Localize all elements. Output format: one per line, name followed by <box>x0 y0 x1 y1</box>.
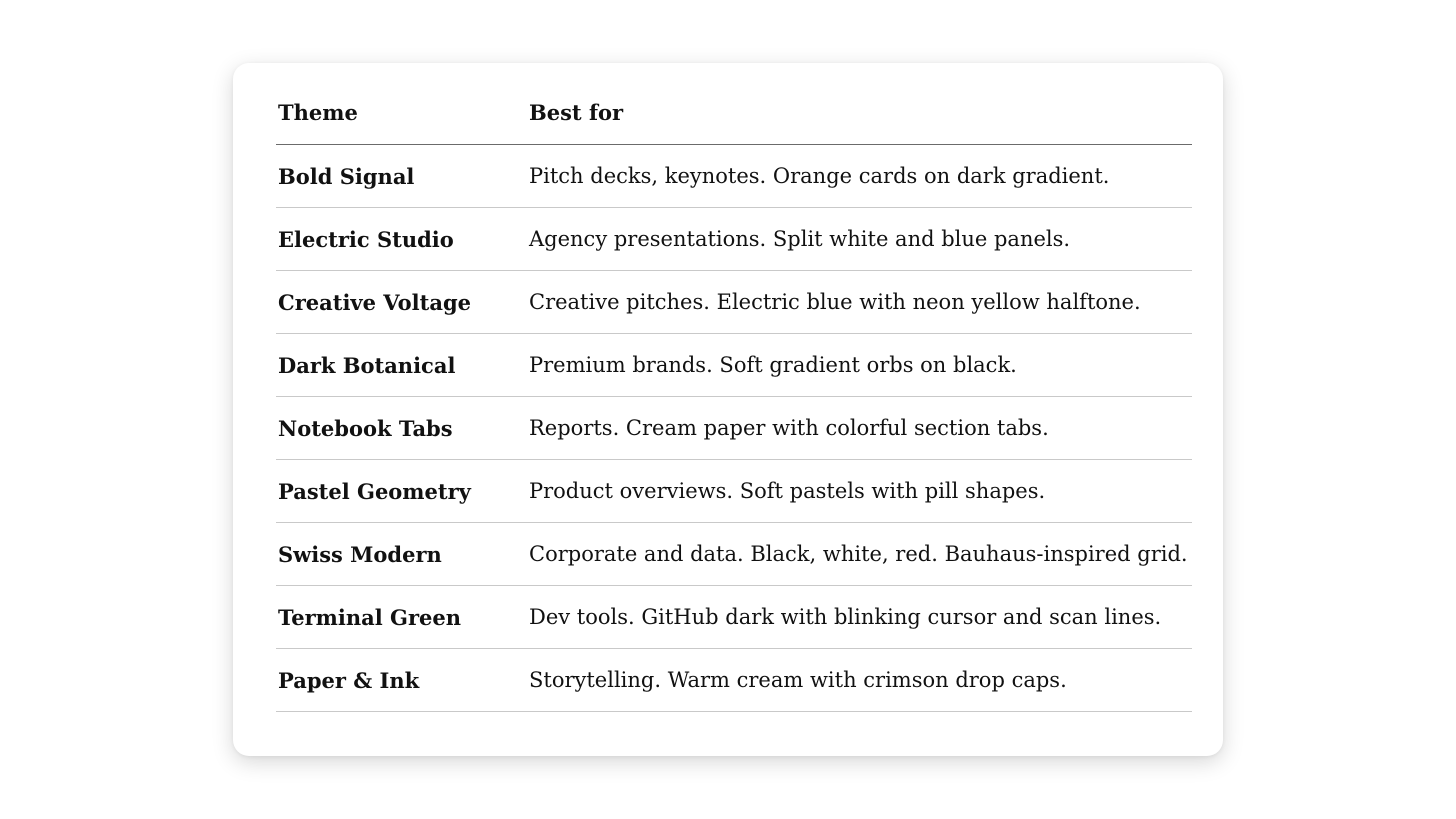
theme-name-cell: Bold Signal <box>276 145 527 208</box>
best-for-cell: Pitch decks, keynotes. Orange cards on dark gradient. <box>527 145 1192 208</box>
best-for-cell: Storytelling. Warm cream with crimson drop caps. <box>527 649 1192 712</box>
theme-name-cell: Paper & Ink <box>276 649 527 712</box>
theme-name-cell: Pastel Geometry <box>276 460 527 523</box>
table-row <box>276 208 1192 271</box>
best-for-cell: Dev tools. GitHub dark with blinking cursor and scan lines. <box>527 586 1192 649</box>
column-header-best-for: Best for <box>527 81 1192 145</box>
table-row <box>276 397 1192 460</box>
theme-table-card <box>233 63 1223 756</box>
best-for-cell: Reports. Cream paper with colorful section tabs. <box>527 397 1192 460</box>
table-row <box>276 271 1192 334</box>
theme-name-cell: Dark Botanical <box>276 334 527 397</box>
best-for-cell: Premium brands. Soft gradient orbs on black. <box>527 334 1192 397</box>
theme-name-cell: Creative Voltage <box>276 271 527 334</box>
table-row <box>276 649 1192 712</box>
best-for-cell: Agency presentations. Split white and blue panels. <box>527 208 1192 271</box>
table-row <box>276 334 1192 397</box>
theme-name-cell: Notebook Tabs <box>276 397 527 460</box>
table-header-row <box>276 81 1192 145</box>
best-for-cell: Creative pitches. Electric blue with neon yellow halftone. <box>527 271 1192 334</box>
best-for-cell: Corporate and data. Black, white, red. Bauhaus-inspired grid. <box>527 523 1192 586</box>
table-row <box>276 145 1192 208</box>
theme-name-cell: Swiss Modern <box>276 523 527 586</box>
table-row <box>276 460 1192 523</box>
theme-table <box>276 81 1192 712</box>
table-row <box>276 523 1192 586</box>
theme-name-cell: Electric Studio <box>276 208 527 271</box>
table-row <box>276 586 1192 649</box>
best-for-cell: Product overviews. Soft pastels with pill shapes. <box>527 460 1192 523</box>
column-header-theme: Theme <box>276 81 527 145</box>
theme-name-cell: Terminal Green <box>276 586 527 649</box>
